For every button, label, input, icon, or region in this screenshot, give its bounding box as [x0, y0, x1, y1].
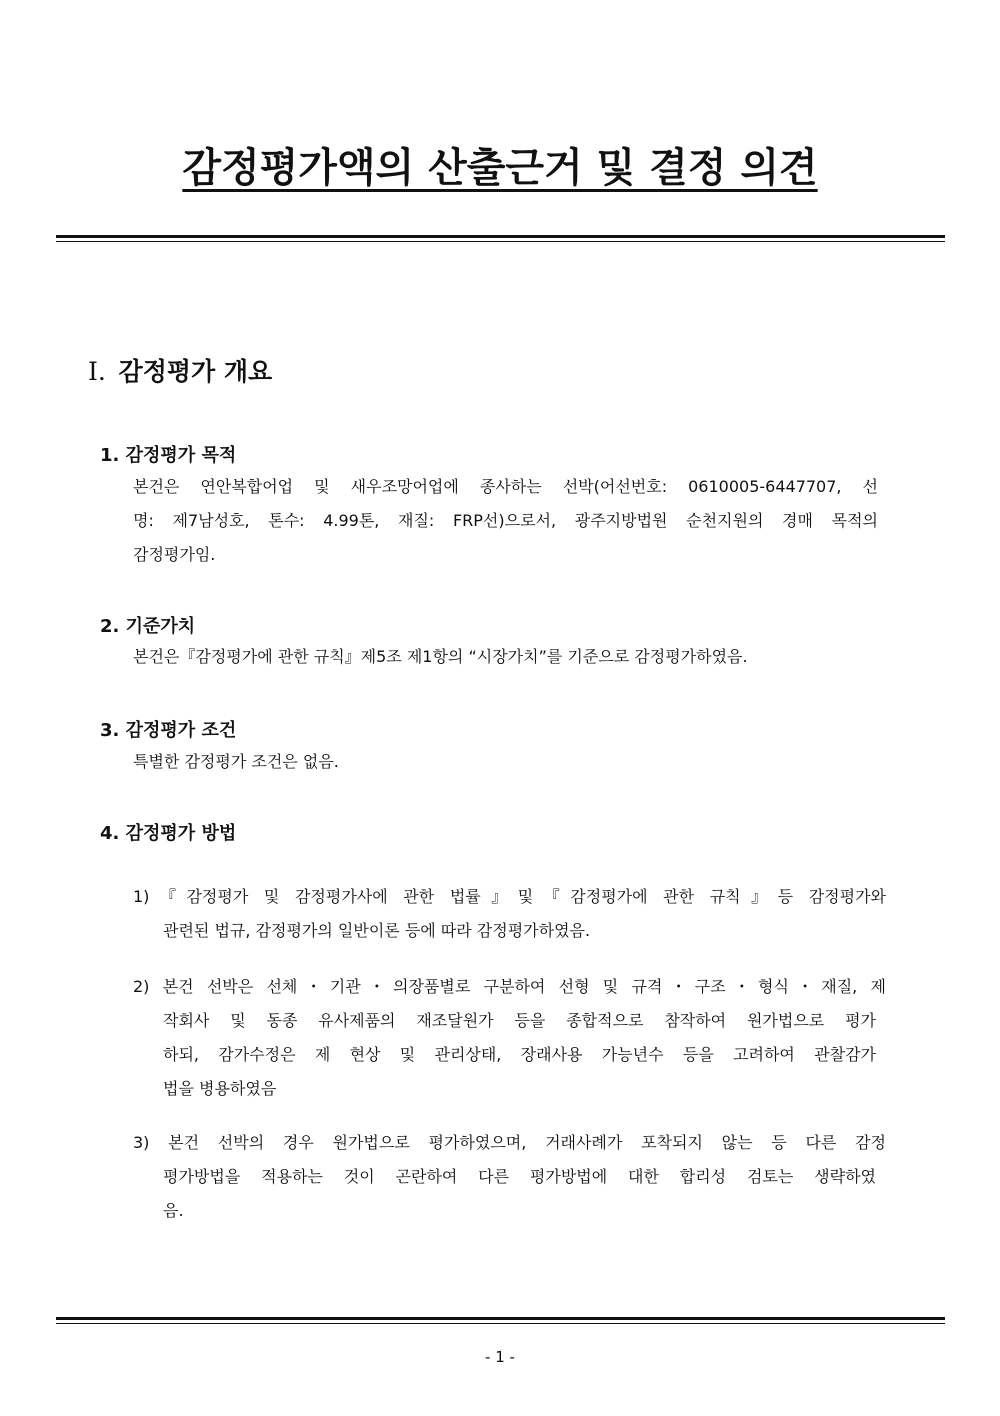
method-item-1-line-1: 1)『감정평가 및 감정평가사에 관한 법률』및『감정평가에 관한 규칙』등 감정평가와 [133, 887, 886, 906]
section-title: 감정평가 개요 [118, 357, 273, 386]
subheading-basis-of-value: 2. 기준가치 [100, 616, 196, 637]
top-divider [56, 235, 945, 242]
purpose-line-3: 감정평가임. [133, 545, 216, 564]
purpose-line-1: 본건은 연안복합어업 및 새우조망어업에 종사하는 선박(어선번호: 0610005-6447707, 선 [133, 477, 878, 496]
purpose-line-2: 명: 제7남성호, 톤수: 4.99톤, 재질: FRP선)으로서, 광주지방법원 순천지원의 경매 목적의 [133, 511, 878, 530]
bottom-divider [56, 1317, 945, 1324]
method-item-2-line-1: 2) 본건 선박은 선체・기관・의장품별로 구분하여 선형 및 규격・구조・형식・재질, 제 [133, 977, 886, 996]
method-item-2-line-4: 법을 병용하였음 [163, 1079, 277, 1098]
method-item-1-line-2: 관련된 법규, 감정평가의 일반이론 등에 따라 감정평가하였음. [163, 921, 591, 940]
method-item-2-line-2: 작회사 및 동종 유사제품의 재조달원가 등을 종합적으로 참작하여 원가법으로 평가 [163, 1011, 876, 1030]
subheading-method: 4. 감정평가 방법 [100, 823, 237, 844]
conditions-line-1: 특별한 감정평가 조건은 없음. [133, 752, 339, 771]
basis-of-value-line-1: 본건은『감정평가에 관한 규칙』제5조 제1항의 “시장가치”를 기준으로 감정평가하였음. [133, 647, 748, 666]
section-number: Ⅰ. [88, 357, 106, 386]
subheading-conditions: 3. 감정평가 조건 [100, 720, 237, 741]
subheading-purpose: 1. 감정평가 목적 [100, 445, 237, 466]
page-number: - 1 - [485, 1348, 515, 1366]
document-title: 감정평가액의 산출근거 및 결정 의견 [182, 145, 818, 191]
method-item-3-line-1: 3) 본건 선박의 경우 원가법으로 평가하였으며, 거래사례가 포착되지 않는 등 다른 감정 [133, 1133, 886, 1152]
method-item-3-line-3: 음. [163, 1201, 184, 1220]
method-item-2-line-3: 하되, 감가수정은 제 현상 및 관리상태, 장래사용 가능년수 등을 고려하여 관찰감가 [163, 1045, 876, 1064]
section-heading [88, 352, 272, 388]
method-item-3-line-2: 평가방법을 적용하는 것이 곤란하여 다른 평가방법에 대한 합리성 검토는 생략하였 [163, 1167, 876, 1186]
